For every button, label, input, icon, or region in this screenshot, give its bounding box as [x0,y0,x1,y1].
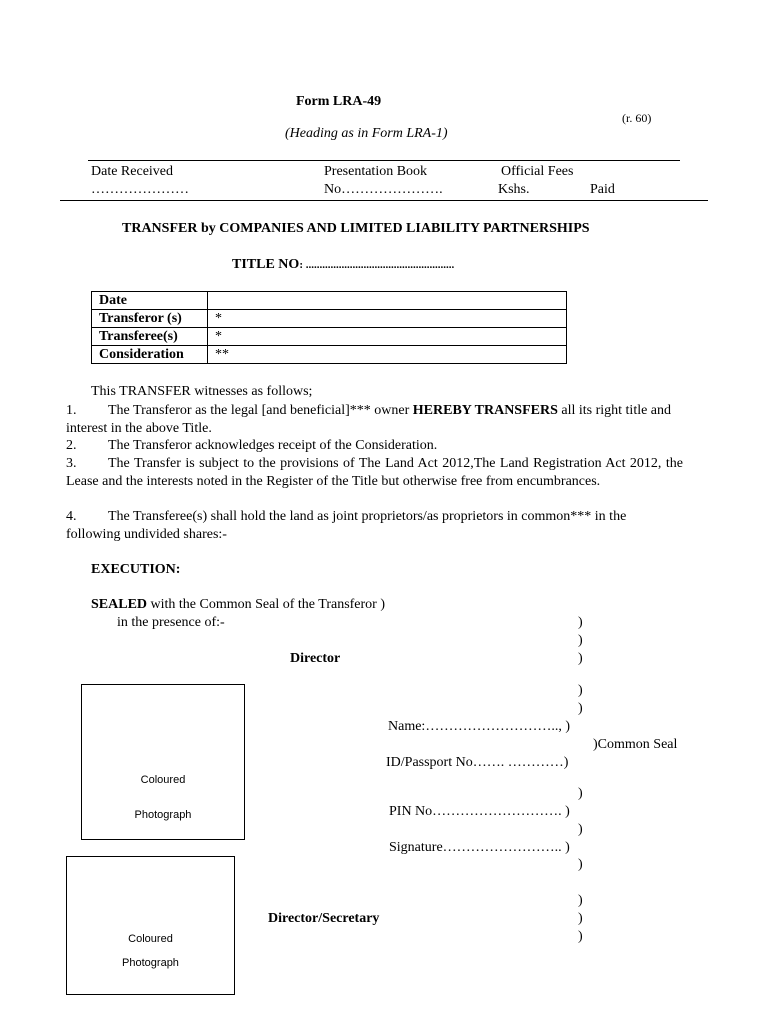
bracket: ) [578,701,583,716]
table-row [92,310,567,328]
bracket: ) [578,786,583,801]
date-received-label: Date Received [91,164,174,179]
office-row-bottom-rule [60,200,708,201]
bracket: ) [578,822,583,837]
bracket: ) [578,633,583,648]
presentation-number: No…………………. [324,182,443,197]
clause-number: 3. [66,456,77,471]
director-signature-line: Signature…………………….. ) [389,840,570,855]
document-main-title: TRANSFER by COMPANIES AND LIMITED LIABILITY PARTNERSHIPS [122,221,590,236]
rule-reference: (r. 60) [622,111,652,125]
transferor-value: * [208,310,567,328]
transferor-label: Transferor (s) [92,310,208,328]
clause-number: 4. [66,509,77,524]
transfer-intro: This TRANSFER witnesses as follows; [91,384,313,399]
director-pin-line: PIN No………………………. ) [389,804,570,819]
bracket: ) [578,615,583,630]
clause-text: The Transferor as the legal [and beneficial]*** owner [108,403,413,418]
consideration-label: Consideration [92,346,208,364]
title-number-line [232,257,454,273]
sealed-rest: with the Common Seal of the Transferor ) [147,597,386,612]
paid-label: Paid [590,182,615,197]
clause-text: The Transferor acknowledges receipt of the Consideration. [108,438,438,453]
clause-2 [66,437,683,455]
photo-caption-line2: Photograph [134,809,192,821]
execution-heading: EXECUTION: [91,562,181,577]
official-fees-label: Official Fees [501,164,574,179]
sealed-line [91,597,385,613]
transferee-label: Transferee(s) [92,328,208,346]
table-row [92,328,567,346]
table-row [92,346,567,364]
date-received-dots: ………………… [91,182,189,197]
title-number-label: TITLE NO [232,257,300,272]
clause-emphasis: HEREBY TRANSFERS [412,403,558,418]
form-title: Form LRA-49 [296,94,382,109]
bracket: ) [578,651,583,666]
office-row-top-rule [88,160,680,161]
photo-caption-line2: Photograph [122,957,179,969]
common-seal-label: )Common Seal [593,737,678,752]
director-name-line: Name:……………………….., ) [388,719,570,734]
clause-text: The Transfer is subject to the provisions of The Land Act 2012,The Land Registration Act 2012, the Lease and the interests noted in the Register of the Title but otherwise free from encumbrances. [66,456,683,489]
clause-number: 1. [66,403,77,418]
director-label: Director [290,651,341,666]
presence-line: in the presence of:- [117,615,225,630]
transferee-value: * [208,328,567,346]
sealed-word: SEALED [91,597,148,612]
clause-1 [66,402,683,437]
title-number-dots: : ...................................................... [299,259,455,271]
clause-number: 2. [66,438,77,453]
clause-text: The Transferee(s) shall hold the land as joint proprietors/as proprietors in common*** in the following undivided shares:- [66,509,627,542]
transfer-details-table [91,291,567,364]
photo-caption-line1: Coloured [140,774,186,786]
clause-4 [66,508,683,543]
clause-3 [66,455,683,490]
presentation-book-label: Presentation Book [324,164,428,179]
clause-text-end: all its right title and interest in the above Title. [66,403,672,436]
director-id-line: ID/Passport No……. …………) [386,755,569,770]
form-subheading: (Heading as in Form LRA-1) [285,126,448,141]
bracket: ) [578,683,583,698]
director-secretary-label: Director/Secretary [268,911,380,926]
table-row [92,292,567,310]
date-label: Date [92,292,208,310]
secretary-photo-box [66,856,235,995]
consideration-value: ** [208,346,567,364]
bracket: ) [578,929,583,944]
kshs-label: Kshs. [498,182,530,197]
photo-caption-line1: Coloured [128,933,173,945]
director-photo-box [81,684,245,840]
bracket: ) [578,857,583,872]
bracket: ) [578,893,583,908]
bracket: ) [578,911,583,926]
date-value [208,292,567,310]
